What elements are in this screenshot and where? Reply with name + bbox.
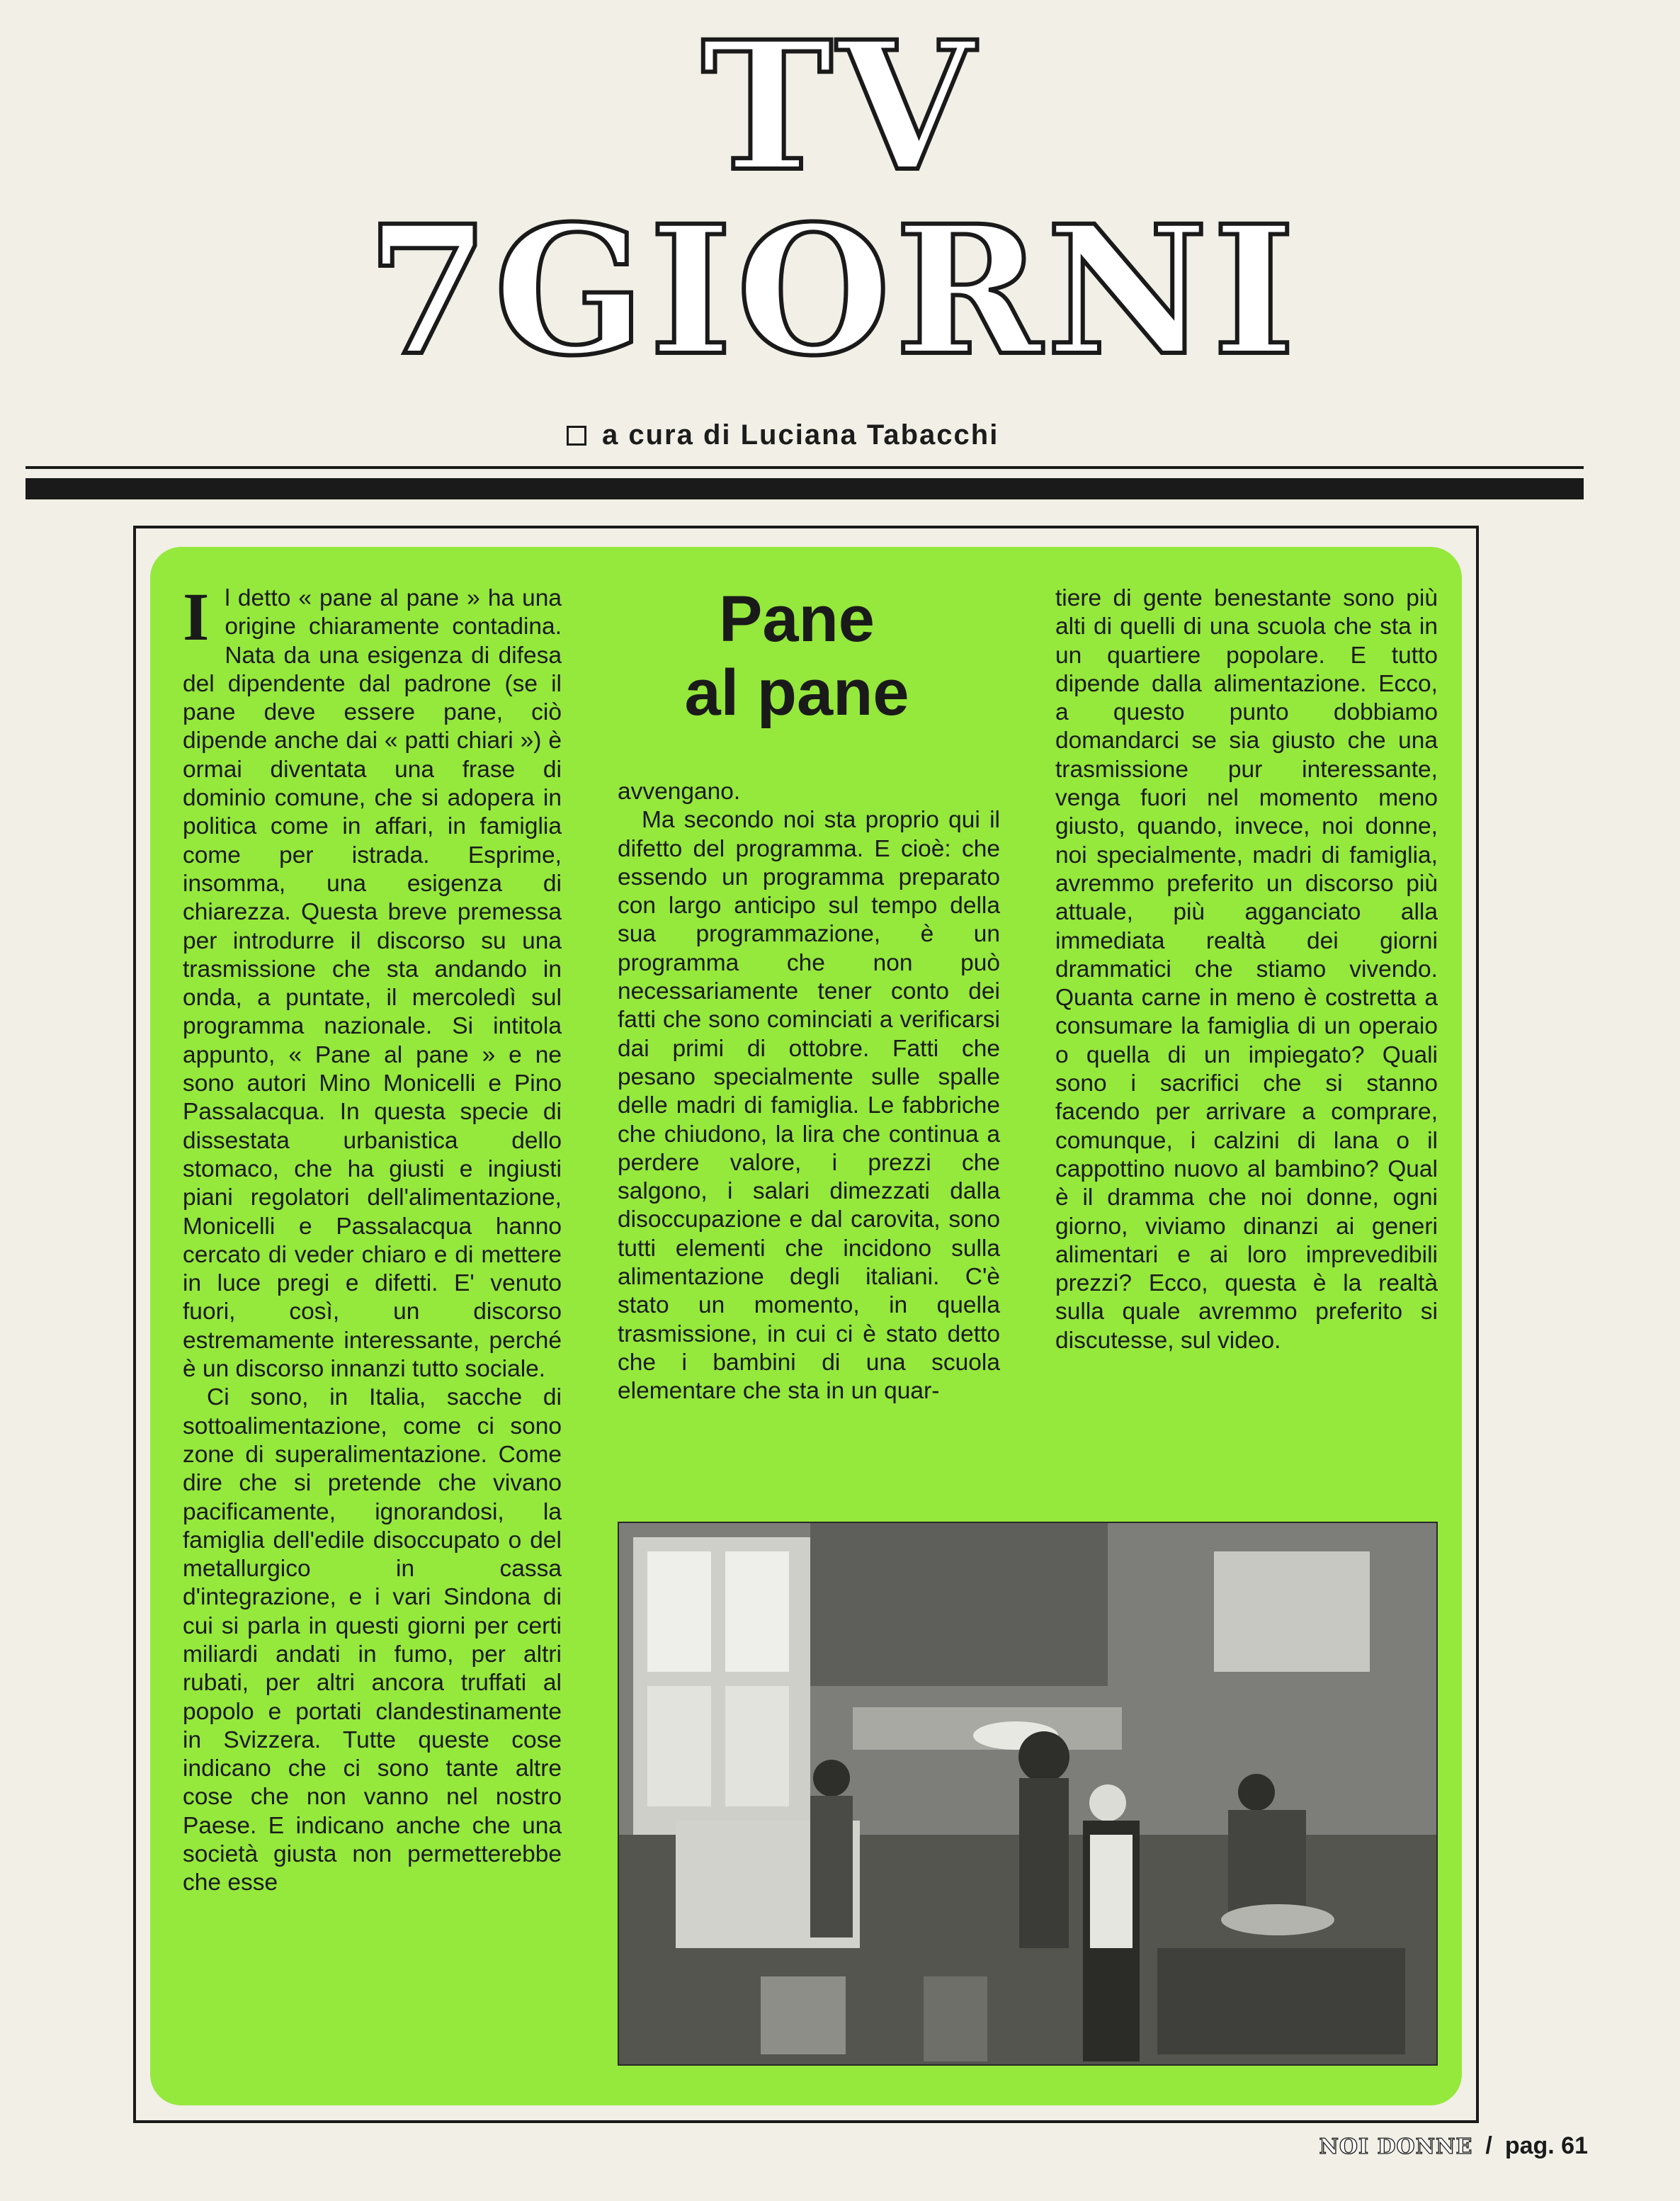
footer-separator: /: [1485, 2132, 1492, 2159]
page-footer: [1319, 2132, 1588, 2160]
page-number: pag. 61: [1504, 2132, 1588, 2159]
article-column-3: [1055, 584, 1438, 1355]
paragraph: avvengano.: [618, 779, 741, 805]
paragraph: l detto « pane al pane » ha una origine chiaramente contadina. Nata da una esigenza di difesa del dipendente dal padrone (se il pane deve essere pane, ciò dipende anche dai « patti chiari ») è ormai diventata una frase di dominio comune, che si adopera in politica come in affari, in famiglia come per istrada. Esprime, insomma, una esigenza di chiarezza. Questa breve premessa per introdurre il discorso su una trasmissione che sta andando in onda, a puntate, il mercoledì sul programma nazionale. Si intitola appunto, « Pane al pane » e ne sono autori Mino Monicelli e Pino Passalacqua. In questa specie di dissestata urbanistica dello stomaco, che ha giusti e ingiusti piani regolatori dell'alimentazione, Monicelli e Passalacqua hanno cercato di veder chiaro e di mettere in luce pregi e difetti. E' venuto fuori, così, un discorso estremamente interessante, perché è un discorso innanzi tutto sociale.: [183, 585, 562, 1383]
headline-line-1: Pane: [719, 583, 875, 655]
magazine-logo: NOI DONNE: [1319, 2134, 1473, 2159]
paragraph: Ma secondo noi sta proprio qui il difetto del programma. E cioè: che essendo un programma preparato con largo anticipo sul tempo della sua programmazione, è un programma che non può necessariamente tener conto dei fatti che sono cominciati a verificarsi dai primi di ottobre. Fatti che pesano specialmente sulle spalle delle madri di famiglia. Le fabbriche che chiudono, la lira che continua a perdere valore, i prezzi che salgono, i salari dimezzati dalla disoccupazione e dal carovita, sono tutti elementi che incidono sulla alimentazione degli italiani. C'è stato un momento, in quella trasmissione, in cui ci è stato detto che i bambini di una scuola elementare che sta in un quar-: [618, 807, 1000, 1405]
masthead-7giorni: 7GIORNI: [366, 186, 1300, 395]
drop-cap: I: [183, 579, 210, 655]
bakery-engraving-image: [618, 1522, 1438, 2066]
article-column-2: [618, 778, 1000, 1406]
paragraph: Ci sono, in Italia, sacche di sottoalimentazione, come ci sono zone di superalimentazione. Come dire che si pretende che vivano pacificamente, ignorandosi, la famiglia dell'edile disoccupato o del metallurgico in cassa d'integrazione, e i vari Sindona di cui si parla in questi giorni per certi miliardi andati in fumo, per altri rubati, per altri ancora truffati al popolo e portati clandestinamente in Svizzera. Tutte queste cose indicano che ci sono tante altre cose che non vanno nel nostro Paese. E indicano anche che una società giusta non permetterebbe che esse: [183, 1384, 562, 1896]
masthead-tv: TV: [700, 2, 979, 210]
bakery-illustration: [619, 1523, 1438, 2066]
article-headline: [623, 582, 970, 730]
checkbox-square-icon: [567, 426, 586, 446]
divider-thin: [25, 466, 1584, 469]
headline-line-2: al pane: [684, 657, 909, 729]
byline-text: a cura di Luciana Tabacchi: [602, 419, 999, 451]
article-column-1: [183, 579, 562, 1898]
byline: [567, 419, 999, 451]
divider-thick: [25, 478, 1584, 499]
paragraph: tiere di gente benestante sono più alti di quelli di una scuola che sta in un quartiere popolare. E tutto dipende dalla alimentazione. Ecco, a questo punto dobbiamo domandarci se sia giusto che una trasmissione pur interessante, venga fuori nel momento meno giusto, quando, invece, noi donne, noi specialmente, madri di famiglia, avremmo preferito un discorso più attuale, più agganciato alla immediata realtà dei giorni drammatici che stiamo vivendo. Quanta carne in meno è costretta a consumare la famiglia di un operaio o quella di un impiegato? Quali sono i sacrifici che si stanno facendo per arrivare a comprare, comunque, i calzini di lana o il cappottino nuovo al bambino? Qual è il dramma che noi donne, ogni giorno, viviamo dinanzi ai generi alimentari e ai loro imprevedibili prezzi? Ecco, questa è la realtà sulla quale avremmo preferito si discutesse, sul video.: [1055, 585, 1438, 1354]
